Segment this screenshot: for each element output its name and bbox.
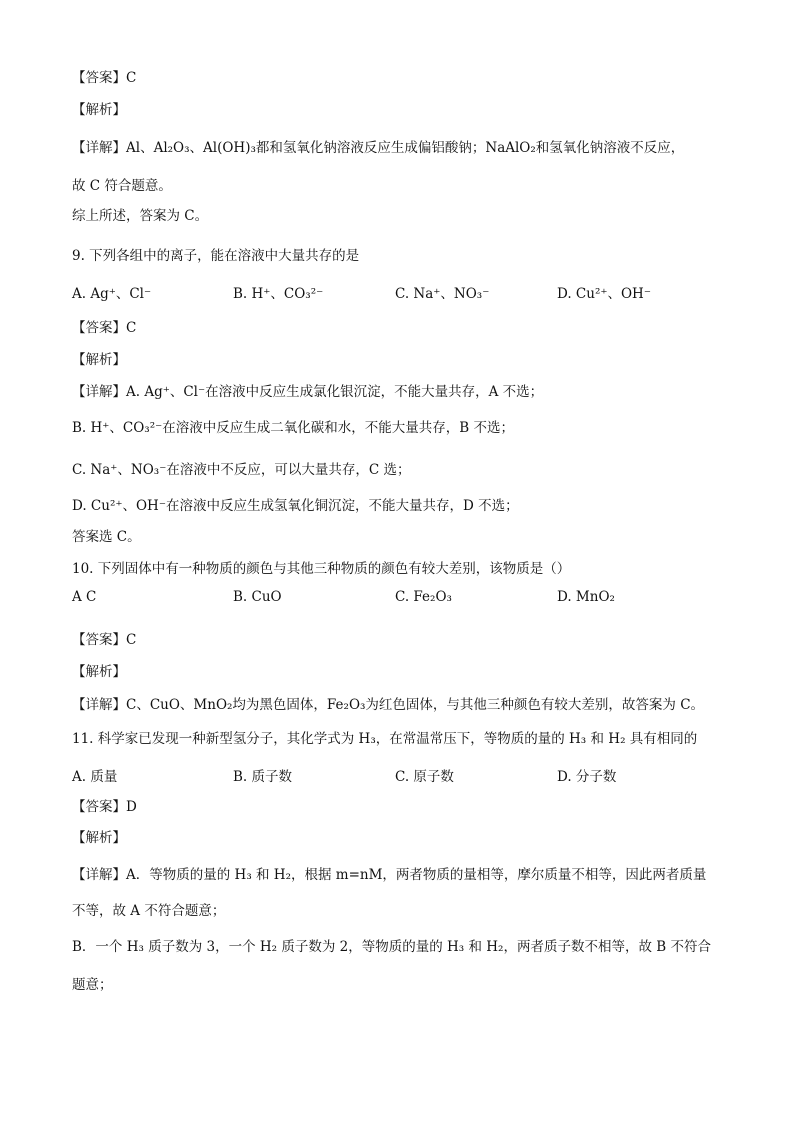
text-line-jx8: 【解析】 [72, 102, 126, 118]
option-q9-d: D. Cu²⁺、OH⁻ [557, 286, 651, 302]
text-line-d9d: D. Cu²⁺、OH⁻在溶液中反应生成氢氧化铜沉淀，不能大量共存，D 不选； [72, 498, 519, 514]
text-line-jx11: 【解析】 [72, 830, 126, 846]
text-line-d9a: 【详解】A. Ag⁺、Cl⁻在溶液中反应生成氯化银沉淀，不能大量共存，A 不选； [72, 384, 544, 400]
text-line-q11: 11. 科学家已发现一种新型氢分子，其化学式为 H₃，在常温常压下，等物质的量的 H₃ 和 H₂ 具有相同的 [72, 731, 698, 747]
option-q11-d: D. 分子数 [557, 769, 617, 785]
text-line-ans8: 【答案】C [72, 70, 137, 86]
text-line-d8a: 【详解】Al、Al₂O₃、Al(OH)₃都和氢氧化钠溶液反应生成偏铝酸钠；NaAlO₂和氢氧化钠溶液不反应， [72, 140, 685, 156]
text-line-d11d: 题意； [72, 977, 113, 993]
text-line-d8b: 故 C 符合题意。 [72, 178, 172, 194]
text-line-ans10: 【答案】C [72, 632, 137, 648]
option-q10-a: A C [72, 589, 97, 605]
text-line-d9b: B. H⁺、CO₃²⁻在溶液中反应生成二氧化碳和水，不能大量共存，B 不选； [72, 420, 514, 436]
text-line-d9e: 答案选 C。 [72, 529, 141, 545]
text-line-q9: 9. 下列各组中的离子，能在溶液中大量共存的是 [72, 248, 360, 264]
text-line-jx9: 【解析】 [72, 352, 126, 368]
option-q9-b: B. H⁺、CO₃²⁻ [233, 286, 324, 302]
text-line-ans11: 【答案】D [72, 799, 137, 815]
text-line-d11a: 【详解】A．等物质的量的 H₃ 和 H₂，根据 m=nM，两者物质的量相等，摩尔质量不相等，因此两者质量 [72, 867, 707, 883]
text-line-d10: 【详解】C、CuO、MnO₂均为黑色固体，Fe₂O₃为红色固体，与其他三种颜色有较大差别，故答案为 C。 [72, 697, 705, 713]
option-q9-c: C. Na⁺、NO₃⁻ [395, 286, 490, 302]
text-line-d8c: 综上所述，答案为 C。 [72, 208, 209, 224]
text-line-d9c: C. Na⁺、NO₃⁻在溶液中不反应，可以大量共存，C 选； [72, 462, 411, 478]
text-line-d11b: 不等，故 A 不符合题意； [72, 903, 226, 919]
option-q10-c: C. Fe₂O₃ [395, 589, 452, 605]
option-q11-c: C. 原子数 [395, 769, 454, 785]
option-q11-a: A. 质量 [72, 769, 118, 785]
option-q11-b: B. 质子数 [233, 769, 293, 785]
option-q10-b: B. CuO [233, 589, 282, 605]
text-line-q10: 10. 下列固体中有一种物质的颜色与其他三种物质的颜色有较大差别，该物质是（） [72, 561, 571, 577]
option-q9-a: A. Ag⁺、Cl⁻ [72, 286, 152, 302]
option-q10-d: D. MnO₂ [557, 589, 615, 605]
text-line-d11c: B．一个 H₃ 质子数为 3，一个 H₂ 质子数为 2，等物质的量的 H₃ 和 H₂，两者质子数不相等，故 B 不符合 [72, 939, 711, 955]
text-line-ans9: 【答案】C [72, 320, 137, 336]
text-line-jx10: 【解析】 [72, 664, 126, 680]
